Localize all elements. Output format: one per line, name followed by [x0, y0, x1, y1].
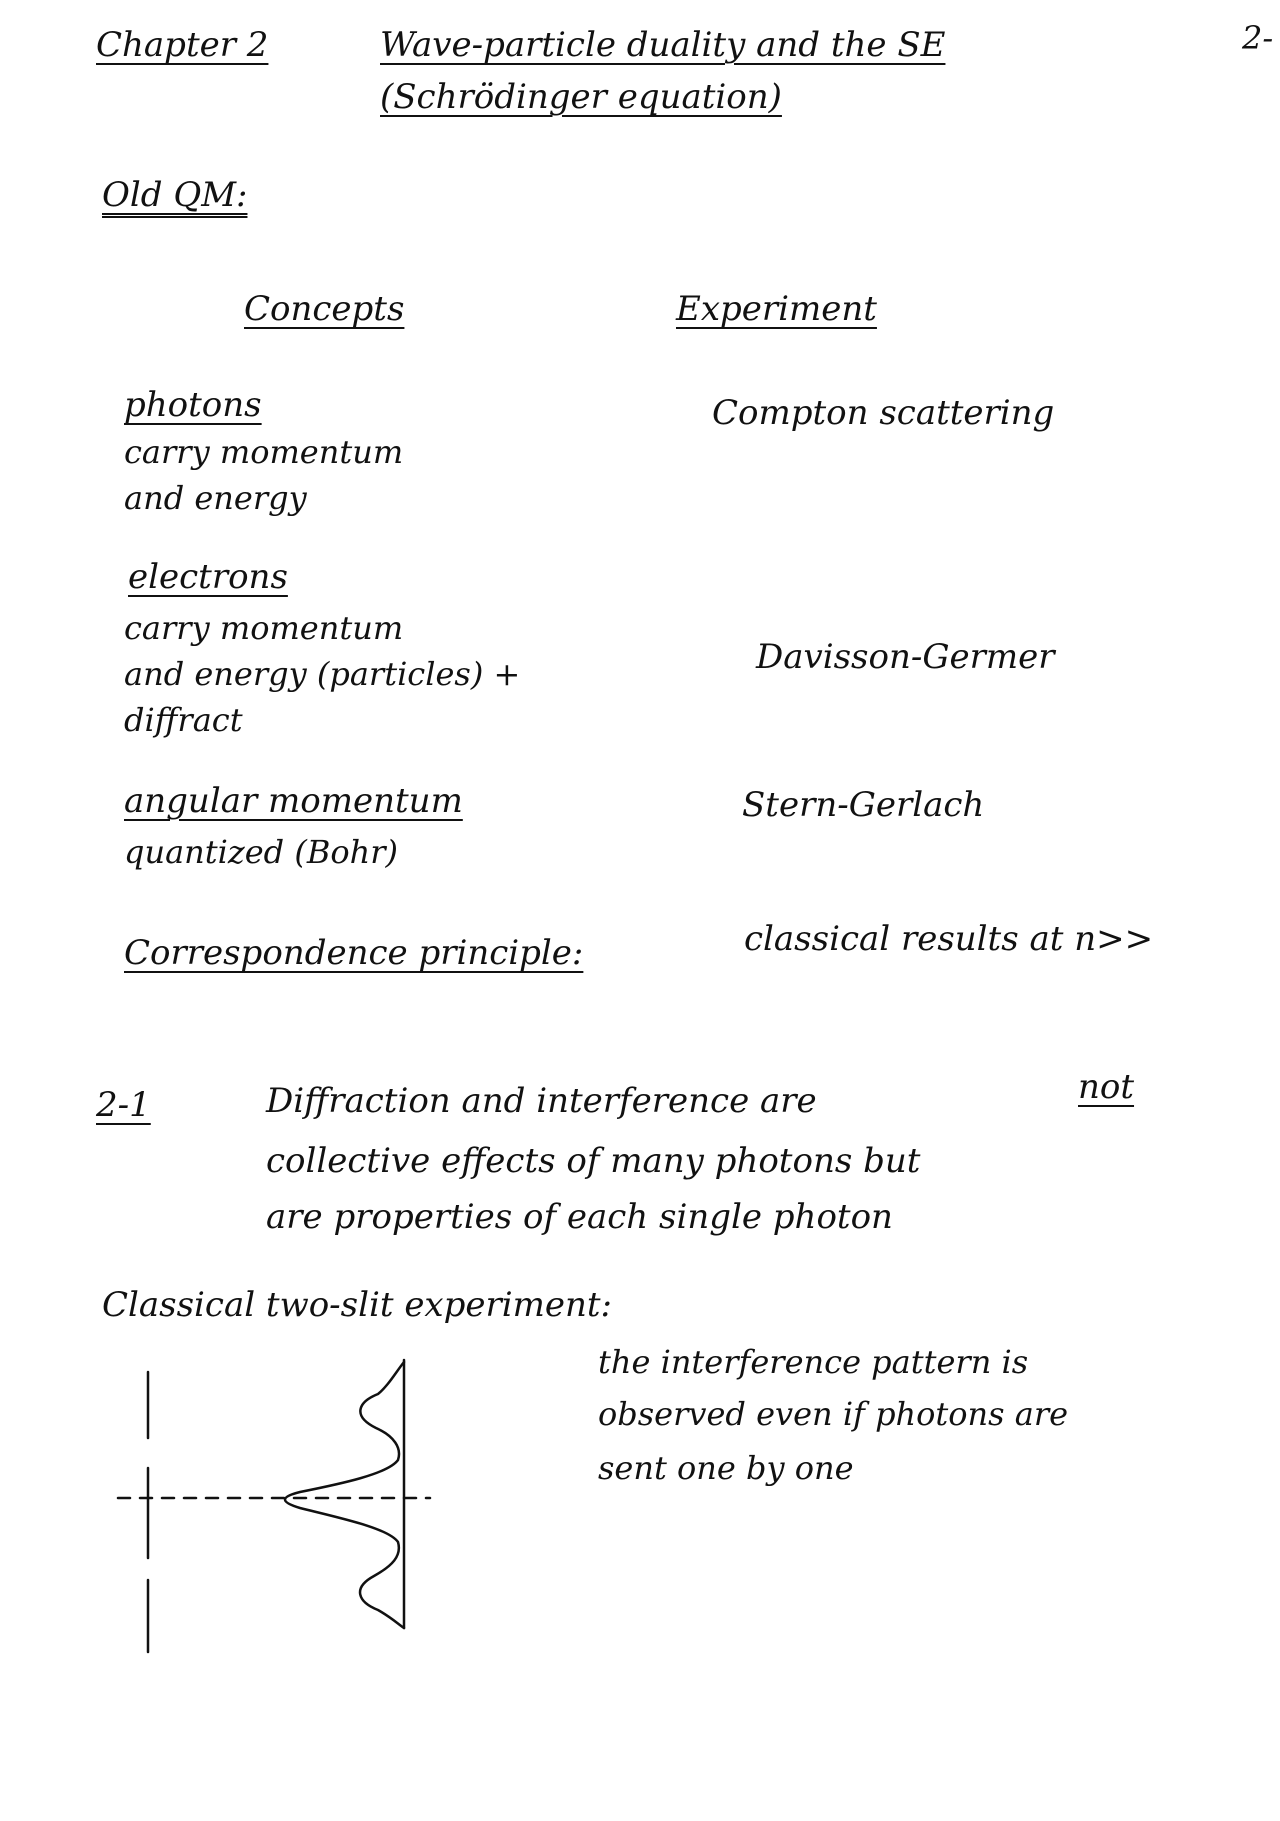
chapter-label: Chapter 2 [96, 25, 269, 65]
concept-line: carry momentum [124, 433, 404, 471]
emphasis-not: not [1078, 1067, 1135, 1107]
section-2-1-line2: collective effects of many photons but [266, 1141, 921, 1181]
two-slit-note-line1: the interference pattern is [598, 1343, 1029, 1381]
experiment-davisson-germer: Davisson-Germer [756, 637, 1055, 677]
column-heading-concepts: Concepts [244, 289, 405, 329]
concept-heading-angular-momentum: angular momentum [124, 781, 463, 821]
concept-heading-electrons: electrons [128, 557, 288, 597]
experiment-compton: Compton scattering [712, 393, 1055, 433]
section-number-2-1: 2-1 [96, 1085, 151, 1125]
experiment-stern-gerlach: Stern-Gerlach [742, 785, 985, 825]
column-heading-experiment: Experiment [676, 289, 877, 329]
concept-line: carry momentum [124, 609, 404, 647]
section-heading-old-qm: Old QM: [102, 175, 248, 215]
chapter-title-line2: (Schrödinger equation) [380, 77, 782, 117]
concept-line: and energy [124, 479, 307, 517]
correspondence-text: classical results at n>> [744, 919, 1154, 959]
page-number: 2- [1242, 19, 1274, 57]
chapter-title-line1: Wave-particle duality and the SE [380, 25, 946, 65]
correspondence-label: Correspondence principle: [124, 933, 584, 973]
two-slit-note-line3: sent one by one [598, 1449, 854, 1487]
two-slit-note-line2: observed even if photons are [598, 1395, 1069, 1433]
concept-heading-photons: photons [124, 385, 262, 425]
concept-line: diffract [124, 701, 243, 739]
interference-pattern [285, 1362, 404, 1628]
concept-line: quantized (Bohr) [124, 833, 398, 871]
two-slit-heading: Classical two-slit experiment: [102, 1285, 612, 1325]
section-2-1-line1: Diffraction and interference are [266, 1081, 817, 1121]
concept-line: and energy (particles) + [124, 655, 521, 693]
section-2-1-line3: are properties of each single photon [266, 1197, 893, 1237]
